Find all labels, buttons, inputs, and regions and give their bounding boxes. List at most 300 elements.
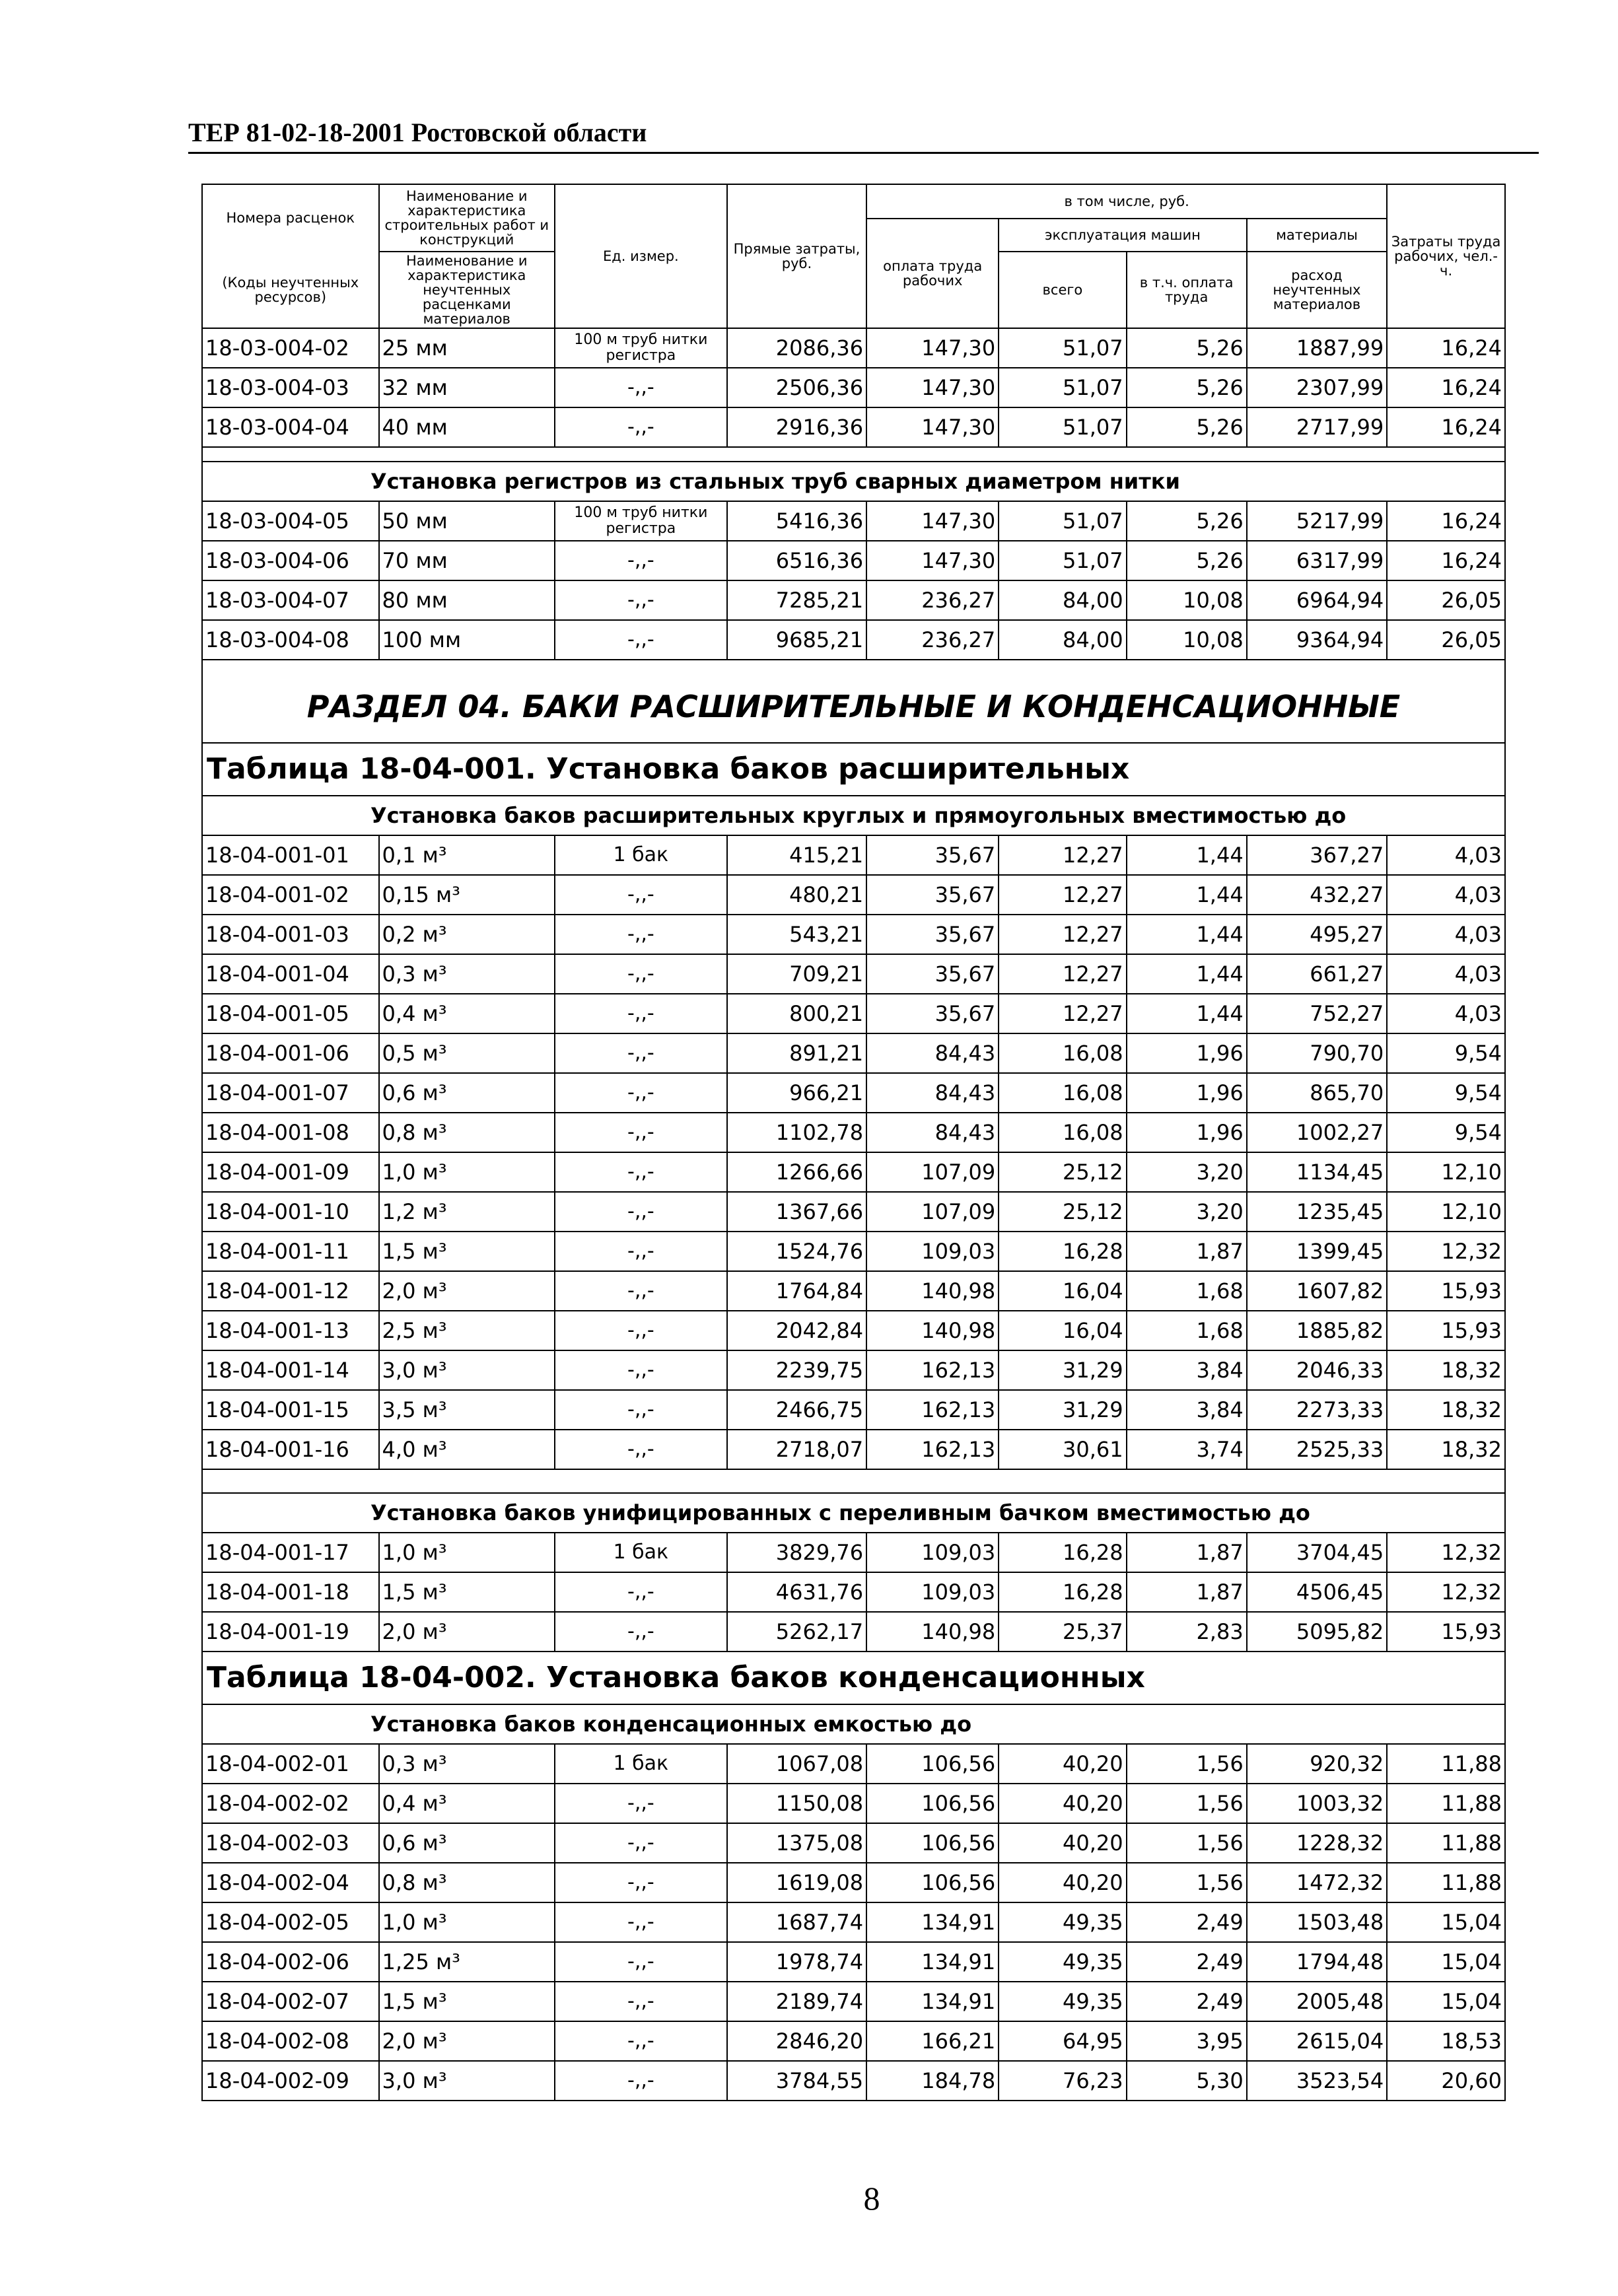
machines-labor-cost: 3,74 [1127,1430,1247,1469]
col-direct: Прямые затраты, руб. [727,184,866,328]
table-row [202,1612,1505,1652]
rate-code: 18-04-001-02 [202,875,379,915]
work-name: 0,8 м³ [379,1863,555,1902]
materials-cost: 865,70 [1247,1073,1387,1113]
unit-cell: 100 м труб нитки регистра [555,501,727,541]
table-row [202,620,1505,660]
machines-cost: 51,07 [999,328,1126,368]
work-name: 0,3 м³ [379,1744,555,1784]
table-row [202,328,1505,368]
machines-cost: 51,07 [999,368,1126,407]
direct-cost: 1067,08 [727,1744,866,1784]
direct-cost: 543,21 [727,915,866,954]
labor-cost: 147,30 [866,407,999,447]
work-name: 70 мм [379,541,555,580]
work-name: 3,0 м³ [379,1350,555,1390]
machines-cost: 12,27 [999,875,1126,915]
table-row [202,1533,1505,1572]
unit-cell: -,,- [555,1823,727,1863]
materials-cost: 661,27 [1247,954,1387,994]
unit-cell: -,,- [555,1902,727,1942]
direct-cost: 1150,08 [727,1784,866,1823]
unit-cell: -,,- [555,994,727,1033]
rate-code: 18-03-004-04 [202,407,379,447]
work-name: 100 мм [379,620,555,660]
worker-hours: 12,32 [1387,1232,1505,1271]
machines-cost: 25,12 [999,1192,1126,1232]
materials-cost: 2717,99 [1247,407,1387,447]
unit-cell: -,,- [555,1863,727,1902]
worker-hours: 11,88 [1387,1823,1505,1863]
direct-cost: 7285,21 [727,580,866,620]
rate-code: 18-04-001-07 [202,1073,379,1113]
table-row [202,1271,1505,1311]
machines-labor-cost: 1,96 [1127,1113,1247,1152]
worker-hours: 12,32 [1387,1572,1505,1612]
materials-cost: 4506,45 [1247,1572,1387,1612]
machines-cost: 16,08 [999,1113,1126,1152]
machines-cost: 16,08 [999,1033,1126,1073]
worker-hours: 26,05 [1387,620,1505,660]
materials-cost: 5095,82 [1247,1612,1387,1652]
rows-group-round [202,835,1505,1469]
machines-cost: 12,27 [999,835,1126,875]
unit-cell: -,,- [555,875,727,915]
materials-cost: 1885,82 [1247,1311,1387,1350]
direct-cost: 1687,74 [727,1902,866,1942]
direct-cost: 966,21 [727,1073,866,1113]
direct-cost: 3829,76 [727,1533,866,1572]
machines-labor-cost: 1,68 [1127,1311,1247,1350]
labor-cost: 107,09 [866,1152,999,1192]
unit-cell: -,,- [555,368,727,407]
work-name: 25 мм [379,328,555,368]
unit-cell: -,,- [555,1311,727,1350]
machines-cost: 40,20 [999,1863,1126,1902]
machines-labor-cost: 3,84 [1127,1390,1247,1430]
machines-labor-cost: 10,08 [1127,580,1247,620]
direct-cost: 2466,75 [727,1390,866,1430]
machines-labor-cost: 1,96 [1127,1033,1247,1073]
materials-cost: 1134,45 [1247,1152,1387,1192]
worker-hours: 18,53 [1387,2021,1505,2061]
unit-cell: -,,- [555,1572,727,1612]
machines-cost: 16,28 [999,1232,1126,1271]
labor-cost: 84,43 [866,1073,999,1113]
worker-hours: 15,93 [1387,1612,1505,1652]
labor-cost: 140,98 [866,1311,999,1350]
machines-cost: 64,95 [999,2021,1126,2061]
unit-cell: 1 бак [555,1744,727,1784]
rate-code: 18-04-001-06 [202,1033,379,1073]
machines-labor-cost: 1,96 [1127,1073,1247,1113]
rate-code: 18-04-002-04 [202,1863,379,1902]
labor-cost: 106,56 [866,1823,999,1863]
unit-cell: 100 м труб нитки регистра [555,328,727,368]
condensation-header [202,1652,1505,1744]
machines-cost: 12,27 [999,954,1126,994]
labor-cost: 147,30 [866,501,999,541]
materials-cost: 1794,48 [1247,1942,1387,1982]
labor-cost: 147,30 [866,368,999,407]
materials-cost: 2307,99 [1247,368,1387,407]
machines-labor-cost: 1,87 [1127,1232,1247,1271]
direct-cost: 1102,78 [727,1113,866,1152]
materials-cost: 495,27 [1247,915,1387,954]
col-unit: Ед. измер. [555,184,727,328]
machines-labor-cost: 5,26 [1127,541,1247,580]
direct-cost: 1978,74 [727,1942,866,1982]
table-row [202,1863,1505,1902]
worker-hours: 15,04 [1387,1942,1505,1982]
work-name: 1,0 м³ [379,1902,555,1942]
worker-hours: 4,03 [1387,954,1505,994]
rate-code: 18-04-002-03 [202,1823,379,1863]
rows-group-unified [202,1533,1505,1652]
materials-cost: 1472,32 [1247,1863,1387,1902]
materials-cost: 2615,04 [1247,2021,1387,2061]
table-row [202,1232,1505,1271]
rate-code: 18-04-001-10 [202,1192,379,1232]
table-row [202,1152,1505,1192]
machines-labor-cost: 5,26 [1127,407,1247,447]
work-name: 0,4 м³ [379,1784,555,1823]
work-name: 1,0 м³ [379,1152,555,1192]
machines-cost: 49,35 [999,1902,1126,1942]
table-row [202,2021,1505,2061]
labor-cost: 84,43 [866,1033,999,1073]
worker-hours: 9,54 [1387,1033,1505,1073]
machines-labor-cost: 3,95 [1127,2021,1247,2061]
rate-code: 18-04-001-08 [202,1113,379,1152]
unit-cell: -,,- [555,1350,727,1390]
work-name: 0,1 м³ [379,835,555,875]
rate-code: 18-03-004-05 [202,501,379,541]
rows-group-top [202,328,1505,447]
work-name: 0,6 м³ [379,1823,555,1863]
col-name-top: Наименование и характеристика строительных работ и конструкций [379,184,555,252]
table-row [202,994,1505,1033]
work-name: 0,5 м³ [379,1033,555,1073]
labor-cost: 147,30 [866,541,999,580]
machines-labor-cost: 5,26 [1127,368,1247,407]
col-code-bottom: (Коды неучтенных ресурсов) [202,252,379,328]
table-title-2: Таблица 18-04-002. Установка баков конденсационных [202,1652,1505,1704]
labor-cost: 35,67 [866,875,999,915]
machines-labor-cost: 2,49 [1127,1942,1247,1982]
work-name: 1,5 м³ [379,1572,555,1612]
work-name: 1,5 м³ [379,1232,555,1271]
rate-code: 18-04-001-17 [202,1533,379,1572]
machines-cost: 40,20 [999,1744,1126,1784]
machines-cost: 49,35 [999,1982,1126,2021]
direct-cost: 1266,66 [727,1152,866,1192]
labor-cost: 107,09 [866,1192,999,1232]
rate-code: 18-03-004-03 [202,368,379,407]
direct-cost: 1524,76 [727,1232,866,1271]
machines-labor-cost: 2,49 [1127,1982,1247,2021]
rate-code: 18-04-002-09 [202,2061,379,2101]
table-row [202,1744,1505,1784]
rate-code: 18-04-001-19 [202,1612,379,1652]
direct-cost: 2916,36 [727,407,866,447]
rows-group-condensation [202,1744,1505,2101]
unit-cell: -,,- [555,2021,727,2061]
work-name: 0,8 м³ [379,1113,555,1152]
machines-labor-cost: 2,83 [1127,1612,1247,1652]
direct-cost: 3784,55 [727,2061,866,2101]
direct-cost: 709,21 [727,954,866,994]
materials-cost: 1235,45 [1247,1192,1387,1232]
labor-cost: 84,43 [866,1113,999,1152]
rate-code: 18-03-004-08 [202,620,379,660]
tanks-round-subhead: Установка баков расширительных круглых и прямоугольных вместимостью до [202,796,1505,835]
table-row [202,1902,1505,1942]
unit-cell: -,,- [555,1982,727,2021]
table-row [202,368,1505,407]
rate-code: 18-04-001-15 [202,1390,379,1430]
work-name: 1,25 м³ [379,1942,555,1982]
table-row [202,1823,1505,1863]
col-labor: оплата труда рабочих [866,219,999,328]
machines-labor-cost: 3,20 [1127,1152,1247,1192]
materials-cost: 432,27 [1247,875,1387,915]
materials-cost: 2273,33 [1247,1390,1387,1430]
unit-cell: -,,- [555,1390,727,1430]
rate-code: 18-04-002-07 [202,1982,379,2021]
materials-cost: 2046,33 [1247,1350,1387,1390]
machines-labor-cost: 1,56 [1127,1823,1247,1863]
machines-labor-cost: 5,26 [1127,328,1247,368]
machines-cost: 31,29 [999,1390,1126,1430]
rate-code: 18-04-002-08 [202,2021,379,2061]
direct-cost: 2239,75 [727,1350,866,1390]
rate-code: 18-04-001-16 [202,1430,379,1469]
table-row [202,875,1505,915]
materials-cost: 5217,99 [1247,501,1387,541]
table-row [202,954,1505,994]
machines-cost: 25,12 [999,1152,1126,1192]
machines-cost: 16,28 [999,1533,1126,1572]
work-name: 3,5 м³ [379,1390,555,1430]
table-row [202,835,1505,875]
work-name: 2,0 м³ [379,1271,555,1311]
machines-labor-cost: 5,26 [1127,501,1247,541]
table-header [202,184,1505,328]
table-row [202,1113,1505,1152]
rate-code: 18-04-001-03 [202,915,379,954]
rate-code: 18-03-004-06 [202,541,379,580]
labor-cost: 140,98 [866,1612,999,1652]
rate-code: 18-04-001-01 [202,835,379,875]
materials-cost: 3704,45 [1247,1533,1387,1572]
work-name: 50 мм [379,501,555,541]
labor-cost: 184,78 [866,2061,999,2101]
labor-cost: 236,27 [866,620,999,660]
worker-hours: 12,32 [1387,1533,1505,1572]
worker-hours: 16,24 [1387,541,1505,580]
direct-cost: 2718,07 [727,1430,866,1469]
work-name: 2,0 м³ [379,2021,555,2061]
direct-cost: 2086,36 [727,328,866,368]
direct-cost: 1764,84 [727,1271,866,1311]
labor-cost: 35,67 [866,954,999,994]
table-row [202,501,1505,541]
col-code-top: Номера расценок [202,184,379,252]
worker-hours: 16,24 [1387,328,1505,368]
direct-cost: 800,21 [727,994,866,1033]
unit-cell: -,,- [555,2061,727,2101]
machines-cost: 16,04 [999,1311,1126,1350]
worker-hours: 4,03 [1387,915,1505,954]
page-header [188,114,1539,154]
work-name: 1,2 м³ [379,1192,555,1232]
machines-cost: 51,07 [999,501,1126,541]
worker-hours: 18,32 [1387,1430,1505,1469]
col-materials-sub: расход неучтенных материалов [1247,252,1387,328]
col-including: в том числе, руб. [866,184,1387,219]
rate-code: 18-04-001-13 [202,1311,379,1350]
machines-labor-cost: 3,20 [1127,1192,1247,1232]
table-row [202,1350,1505,1390]
worker-hours: 18,32 [1387,1390,1505,1430]
machines-labor-cost: 1,56 [1127,1784,1247,1823]
work-name: 80 мм [379,580,555,620]
table-row [202,1311,1505,1350]
materials-cost: 1607,82 [1247,1271,1387,1311]
document-title: ТЕР 81-02-18-2001 Ростовской области [188,118,647,147]
table-row [202,1390,1505,1430]
tanks-unified-subhead: Установка баков унифицированных с переливным бачком вместимостью до [202,1493,1505,1533]
col-machines-total: всего [999,252,1126,328]
machines-cost: 31,29 [999,1350,1126,1390]
machines-labor-cost: 1,44 [1127,835,1247,875]
col-machines: эксплуатация машин [999,219,1246,252]
rate-code: 18-04-002-06 [202,1942,379,1982]
unit-cell: -,,- [555,1113,727,1152]
table-row [202,1942,1505,1982]
work-name: 2,0 м³ [379,1612,555,1652]
rate-code: 18-04-001-04 [202,954,379,994]
labor-cost: 134,91 [866,1982,999,2021]
materials-cost: 752,27 [1247,994,1387,1033]
rows-group-registers [202,501,1505,660]
worker-hours: 12,10 [1387,1192,1505,1232]
direct-cost: 891,21 [727,1033,866,1073]
work-name: 0,2 м³ [379,915,555,954]
table-row [202,541,1505,580]
direct-cost: 480,21 [727,875,866,915]
materials-cost: 367,27 [1247,835,1387,875]
worker-hours: 15,93 [1387,1271,1505,1311]
labor-cost: 35,67 [866,835,999,875]
table-row [202,407,1505,447]
registers-subhead-text: Установка регистров из стальных труб сварных диаметром нитки [202,462,1505,501]
rate-code: 18-03-004-07 [202,580,379,620]
machines-cost: 25,37 [999,1612,1126,1652]
section-header [202,660,1505,835]
machines-cost: 16,04 [999,1271,1126,1311]
materials-cost: 1003,32 [1247,1784,1387,1823]
labor-cost: 147,30 [866,328,999,368]
direct-cost: 415,21 [727,835,866,875]
labor-cost: 109,03 [866,1572,999,1612]
col-workers: Затраты труда рабочих, чел.-ч. [1387,184,1505,328]
work-name: 0,6 м³ [379,1073,555,1113]
labor-cost: 162,13 [866,1350,999,1390]
machines-labor-cost: 5,30 [1127,2061,1247,2101]
unit-cell: -,,- [555,1192,727,1232]
work-name: 1,5 м³ [379,1982,555,2021]
machines-cost: 40,20 [999,1823,1126,1863]
work-name: 0,3 м³ [379,954,555,994]
materials-cost: 6317,99 [1247,541,1387,580]
worker-hours: 16,24 [1387,407,1505,447]
materials-cost: 2525,33 [1247,1430,1387,1469]
table-row [202,1982,1505,2021]
worker-hours: 11,88 [1387,1744,1505,1784]
labor-cost: 109,03 [866,1232,999,1271]
labor-cost: 106,56 [866,1744,999,1784]
machines-cost: 16,28 [999,1572,1126,1612]
worker-hours: 15,04 [1387,1902,1505,1942]
machines-labor-cost: 1,56 [1127,1863,1247,1902]
machines-labor-cost: 1,56 [1127,1744,1247,1784]
machines-labor-cost: 1,44 [1127,875,1247,915]
materials-cost: 790,70 [1247,1033,1387,1073]
unit-cell: -,,- [555,1073,727,1113]
rate-code: 18-04-002-01 [202,1744,379,1784]
labor-cost: 35,67 [866,915,999,954]
unit-cell: -,,- [555,620,727,660]
unit-cell: -,,- [555,1271,727,1311]
rate-code: 18-04-001-14 [202,1350,379,1390]
direct-cost: 9685,21 [727,620,866,660]
work-name: 40 мм [379,407,555,447]
worker-hours: 9,54 [1387,1073,1505,1113]
table-row [202,1073,1505,1113]
worker-hours: 9,54 [1387,1113,1505,1152]
machines-cost: 51,07 [999,541,1126,580]
worker-hours: 20,60 [1387,2061,1505,2101]
unit-cell: -,,- [555,1942,727,1982]
direct-cost: 2189,74 [727,1982,866,2021]
labor-cost: 106,56 [866,1784,999,1823]
rate-code: 18-04-001-12 [202,1271,379,1311]
materials-cost: 1503,48 [1247,1902,1387,1942]
direct-cost: 5262,17 [727,1612,866,1652]
direct-cost: 2846,20 [727,2021,866,2061]
materials-cost: 2005,48 [1247,1982,1387,2021]
direct-cost: 6516,36 [727,541,866,580]
labor-cost: 109,03 [866,1533,999,1572]
unit-cell: -,,- [555,915,727,954]
machines-cost: 49,35 [999,1942,1126,1982]
table-row [202,2061,1505,2101]
labor-cost: 236,27 [866,580,999,620]
machines-cost: 40,20 [999,1784,1126,1823]
work-name: 1,0 м³ [379,1533,555,1572]
labor-cost: 134,91 [866,1942,999,1982]
rate-code: 18-04-001-05 [202,994,379,1033]
direct-cost: 1367,66 [727,1192,866,1232]
direct-cost: 5416,36 [727,501,866,541]
direct-cost: 4631,76 [727,1572,866,1612]
table-row [202,1784,1505,1823]
machines-labor-cost: 1,44 [1127,915,1247,954]
unit-cell: -,,- [555,1232,727,1271]
machines-cost: 51,07 [999,407,1126,447]
